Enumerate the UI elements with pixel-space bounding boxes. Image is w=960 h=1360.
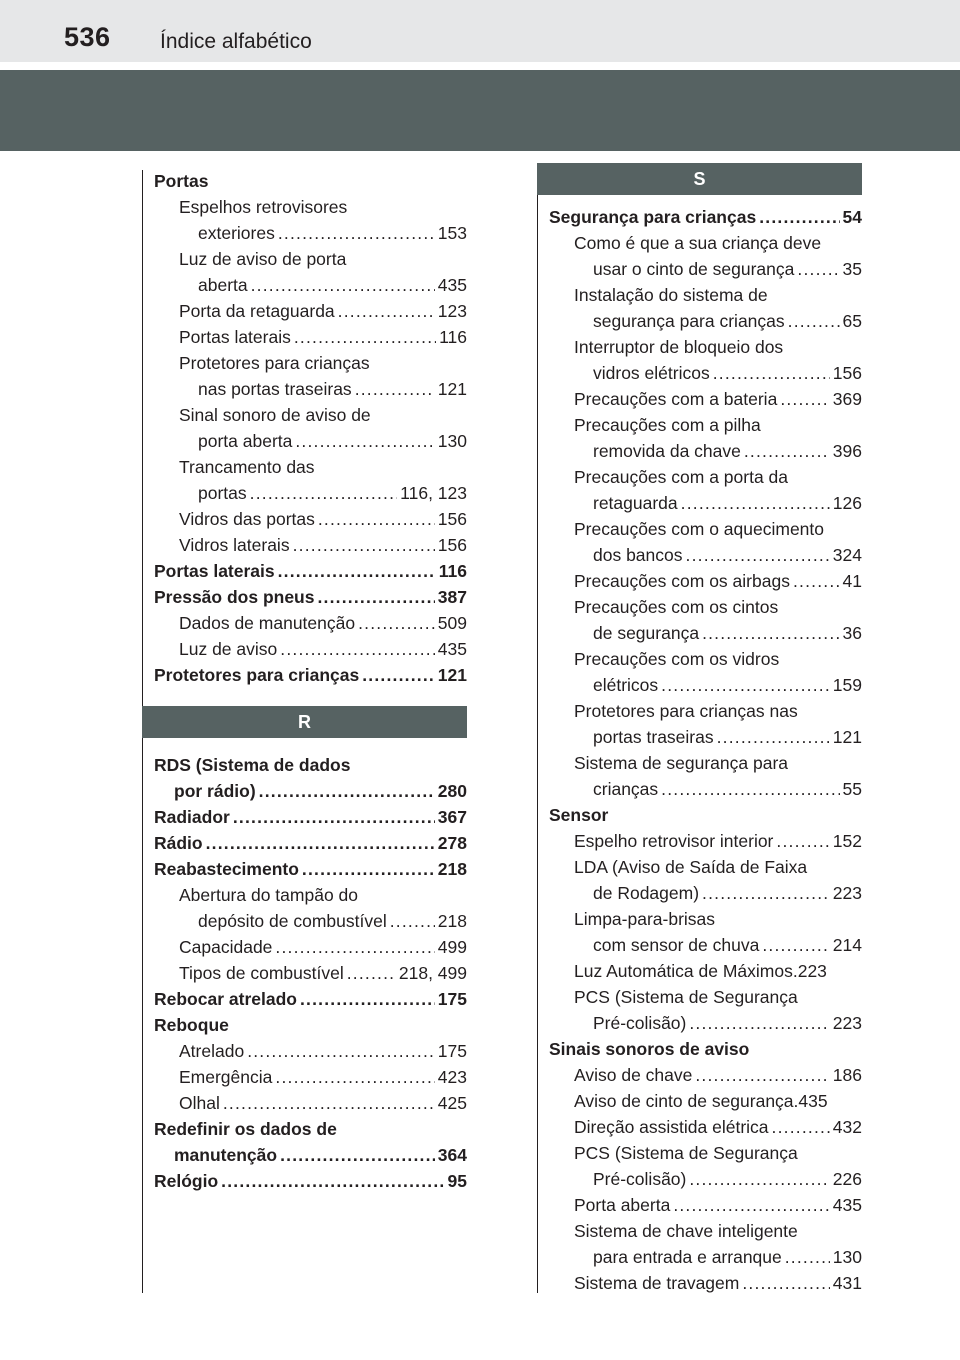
letter-heading-s: S [537, 163, 862, 195]
dot-leader [221, 1168, 444, 1194]
index-term: Reabastecimento [154, 859, 299, 879]
index-entry [154, 584, 467, 610]
left-block-2 [154, 752, 467, 1194]
dot-leader [347, 960, 396, 986]
index-term: Limpa-para-brisas [574, 909, 716, 929]
page-reference: 226 [832, 1169, 862, 1189]
index-term: Segurança para crianças [549, 207, 757, 227]
page-reference: 509 [437, 613, 467, 633]
dot-leader [702, 620, 839, 646]
index-term: Trancamento das [179, 457, 315, 477]
dot-leader [695, 1062, 829, 1088]
index-term: Precauções com os airbags [574, 571, 790, 591]
page-reference: 130 [832, 1247, 862, 1267]
index-entry [154, 830, 467, 856]
page-reference: 175 [437, 1041, 467, 1061]
page-reference: 278 [437, 833, 467, 853]
index-term: Capacidade [179, 937, 273, 957]
index-entry [549, 282, 862, 308]
dot-leader [713, 360, 830, 386]
index-term: Pré-colisão) [593, 1169, 687, 1189]
dot-leader [275, 1064, 434, 1090]
dot-leader [717, 724, 830, 750]
index-term: de segurança [593, 623, 700, 643]
dot-leader [302, 856, 435, 882]
index-entry [154, 804, 467, 830]
index-entry [549, 204, 862, 230]
page-reference: 175 [437, 989, 467, 1009]
index-term: segurança para crianças [593, 311, 785, 331]
dot-leader [318, 506, 435, 532]
index-entry [154, 298, 467, 324]
dot-leader [788, 308, 840, 334]
index-term: manutenção [174, 1145, 278, 1165]
dot-leader [250, 480, 398, 506]
page-reference: 41 [842, 571, 862, 591]
index-entry [154, 454, 467, 480]
index-entry [154, 662, 467, 688]
page-reference: 156 [437, 535, 467, 555]
index-entry [549, 958, 862, 984]
index-entry [549, 802, 862, 828]
index-entry [154, 1142, 467, 1168]
index-entry [154, 882, 467, 908]
index-entry [154, 220, 467, 246]
dot-leader [338, 298, 435, 324]
index-term: PCS (Sistema de Segurança [574, 1143, 798, 1163]
index-entry [154, 168, 467, 194]
index-term: Pré-colisão) [593, 1013, 687, 1033]
index-term: Porta aberta [574, 1195, 671, 1215]
page-reference: 218, 499 [398, 963, 467, 983]
index-entry [154, 986, 467, 1012]
index-term: com sensor de chuva [593, 935, 760, 955]
dot-leader [362, 662, 435, 688]
index-term: elétricos [593, 675, 659, 695]
index-term: vidros elétricos [593, 363, 710, 383]
index-entry [549, 308, 862, 334]
page-reference: 369 [832, 389, 862, 409]
header-bar [0, 0, 960, 62]
index-term: exteriores [198, 223, 275, 243]
page-reference: 499 [437, 937, 467, 957]
index-term: Porta da retaguarda [179, 301, 335, 321]
dot-leader [689, 1166, 829, 1192]
page-reference: 152 [832, 831, 862, 851]
page-reference: 130 [437, 431, 467, 451]
dot-leader [686, 542, 830, 568]
index-term: Portas laterais [179, 327, 291, 347]
index-term: Vidros laterais [179, 535, 290, 555]
dot-leader [772, 1114, 830, 1140]
index-term: Relógio [154, 1171, 219, 1191]
index-entry [549, 672, 862, 698]
index-entry [549, 1166, 862, 1192]
page-reference: 425 [437, 1093, 467, 1113]
page-reference: 156 [832, 363, 862, 383]
index-term: Reboque [154, 1015, 229, 1035]
page-reference: 435 [832, 1195, 862, 1215]
index-entry [549, 1088, 862, 1114]
page-reference: 121 [832, 727, 862, 747]
page-reference: 121 [437, 379, 467, 399]
index-term: Como é que a sua criança deve [574, 233, 822, 253]
dot-leader [785, 1244, 830, 1270]
page-reference: 153 [437, 223, 467, 243]
right-column-rule [537, 195, 538, 1293]
page-reference: 55 [842, 779, 862, 799]
index-entry [154, 960, 467, 986]
index-term: Espelho retrovisor interior [574, 831, 774, 851]
dot-leader [661, 672, 830, 698]
right-block-1 [549, 204, 862, 1296]
index-entry [549, 490, 862, 516]
index-entry [154, 610, 467, 636]
page-reference: 435 [798, 1091, 828, 1111]
dot-leader [317, 584, 434, 610]
index-term: Espelhos retrovisores [179, 197, 348, 217]
index-entry [549, 568, 862, 594]
page-reference: 423 [437, 1067, 467, 1087]
dot-leader [251, 272, 435, 298]
index-term: para entrada e arranque [593, 1247, 782, 1267]
index-entry [154, 532, 467, 558]
page-reference: 432 [832, 1117, 862, 1137]
section-title: Índice alfabético [160, 30, 312, 53]
index-entry [549, 1244, 862, 1270]
page-reference: 35 [842, 259, 862, 279]
index-term: Redefinir os dados de [154, 1119, 337, 1139]
index-entry [154, 506, 467, 532]
index-entry [154, 636, 467, 662]
page-reference: 387 [437, 587, 467, 607]
dot-leader [223, 1090, 435, 1116]
page-reference: 123 [437, 301, 467, 321]
header-banner [0, 70, 960, 151]
index-term: Aviso de chave [574, 1065, 693, 1085]
index-entry [549, 932, 862, 958]
dot-leader [278, 558, 436, 584]
page-number: 536 [64, 22, 111, 52]
index-term: Olhal [179, 1093, 220, 1113]
letter-heading-r: R [142, 706, 467, 738]
index-term: Atrelado [179, 1041, 245, 1061]
index-term: Sistema de travagem [574, 1273, 740, 1293]
index-entry [154, 1116, 467, 1142]
index-entry [549, 1062, 862, 1088]
dot-leader [247, 1038, 435, 1064]
index-entry [549, 1140, 862, 1166]
index-entry [549, 1010, 862, 1036]
index-term: Rebocar atrelado [154, 989, 297, 1009]
right-column [549, 168, 862, 1296]
index-term: Instalação do sistema de [574, 285, 768, 305]
index-term: Precauções com os cintos [574, 597, 779, 617]
dot-leader [797, 256, 839, 282]
index-entry [154, 402, 467, 428]
index-term: Sinais sonoros de aviso [549, 1039, 750, 1059]
index-entry [154, 272, 467, 298]
index-entry [549, 230, 862, 256]
index-entry [549, 750, 862, 776]
index-term: Interruptor de bloqueio dos [574, 337, 784, 357]
index-entry [549, 360, 862, 386]
page-reference: 431 [832, 1273, 862, 1293]
index-entry [549, 828, 862, 854]
index-term: Protetores para crianças [179, 353, 370, 373]
page-reference: 223 [832, 1013, 862, 1033]
index-entry [154, 350, 467, 376]
page-reference: 280 [437, 781, 467, 801]
dot-leader [780, 386, 829, 412]
page-reference: 116 [438, 561, 467, 581]
index-term: Dados de manutenção [179, 613, 356, 633]
index-entry [549, 1218, 862, 1244]
page-reference: 54 [842, 207, 862, 227]
dot-leader [793, 568, 840, 594]
dot-leader [702, 880, 830, 906]
index-term: dos bancos [593, 545, 683, 565]
dot-leader [742, 1270, 829, 1296]
index-term: Sistema de chave inteligente [574, 1221, 798, 1241]
page-reference: 36 [842, 623, 862, 643]
index-entry [549, 724, 862, 750]
page-reference: 396 [832, 441, 862, 461]
page-reference: 126 [832, 493, 862, 513]
index-entry [549, 386, 862, 412]
page-reference: 223 [832, 883, 862, 903]
index-entry [154, 376, 467, 402]
index-term: Aviso de cinto de segurança. [574, 1091, 799, 1111]
dot-leader [776, 828, 829, 854]
index-entry [549, 984, 862, 1010]
index-term: Precauções com a bateria [574, 389, 778, 409]
index-entry [549, 1270, 862, 1296]
dot-leader [673, 1192, 829, 1218]
index-entry [549, 438, 862, 464]
index-entry [154, 558, 467, 584]
index-entry [549, 256, 862, 282]
index-term: de Rodagem) [593, 883, 700, 903]
index-term: por rádio) [174, 781, 256, 801]
page-reference: 364 [437, 1145, 467, 1165]
page-reference: 218 [437, 859, 467, 879]
dot-leader [358, 610, 435, 636]
index-entry [549, 594, 862, 620]
index-entry [154, 1012, 467, 1038]
index-entry [549, 1192, 862, 1218]
page-reference: 95 [447, 1171, 467, 1191]
index-term: aberta [198, 275, 248, 295]
index-term: Emergência [179, 1067, 273, 1087]
index-term: porta aberta [198, 431, 293, 451]
page-reference: 223 [797, 961, 827, 981]
index-entry [549, 646, 862, 672]
page-reference: 186 [832, 1065, 862, 1085]
index-entry [549, 334, 862, 360]
index-term: Luz Automática de Máximos. [574, 961, 798, 981]
dot-leader [744, 438, 830, 464]
index-term: Protetores para crianças nas [574, 701, 798, 721]
page-reference: 116 [439, 327, 467, 347]
index-entry [154, 778, 467, 804]
index-term: portas traseiras [593, 727, 714, 747]
index-term: Precauções com os vidros [574, 649, 780, 669]
index-term: Radiador [154, 807, 230, 827]
dot-leader [390, 908, 435, 934]
index-term: Luz de aviso de porta [179, 249, 347, 269]
index-entry [154, 908, 467, 934]
index-term: Pressão dos pneus [154, 587, 315, 607]
index-entry [549, 412, 862, 438]
index-entry [154, 752, 467, 778]
index-term: LDA (Aviso de Saída de Faixa [574, 857, 808, 877]
dot-leader [293, 532, 435, 558]
page-reference: 65 [842, 311, 862, 331]
dot-leader [759, 204, 839, 230]
index-term: Protetores para crianças [154, 665, 360, 685]
dot-leader [295, 428, 434, 454]
dot-leader [278, 220, 435, 246]
page-reference: 367 [437, 807, 467, 827]
index-entry [154, 194, 467, 220]
dot-leader [355, 376, 435, 402]
index-term: Portas laterais [154, 561, 275, 581]
index-term: removida da chave [593, 441, 741, 461]
index-entry [549, 1036, 862, 1062]
index-entry [154, 246, 467, 272]
page-reference: 218 [437, 911, 467, 931]
index-entry [154, 1090, 467, 1116]
index-entry [154, 428, 467, 454]
index-entry [154, 324, 467, 350]
left-block-1 [154, 168, 467, 688]
index-entry [549, 542, 862, 568]
dot-leader [275, 934, 434, 960]
dot-leader [661, 776, 839, 802]
index-term: Portas [154, 171, 209, 191]
page-reference: 324 [832, 545, 862, 565]
index-term: Direção assistida elétrica [574, 1117, 769, 1137]
index-term: Precauções com a porta da [574, 467, 789, 487]
dot-leader [689, 1010, 829, 1036]
dot-leader [233, 804, 435, 830]
index-term: Tipos de combustível [179, 963, 344, 983]
dot-leader [280, 636, 435, 662]
index-term: Sistema de segurança para [574, 753, 789, 773]
index-entry [549, 698, 862, 724]
index-entry [154, 480, 467, 506]
dot-leader [300, 986, 435, 1012]
index-term: Precauções com o aquecimento [574, 519, 824, 539]
index-term: portas [198, 483, 247, 503]
index-entry [154, 934, 467, 960]
index-term: Abertura do tampão do [179, 885, 359, 905]
index-entry [154, 1038, 467, 1064]
index-term: Sinal sonoro de aviso de [179, 405, 371, 425]
index-entry [549, 854, 862, 880]
dot-leader [762, 932, 829, 958]
page-reference: 156 [437, 509, 467, 529]
page-reference: 159 [832, 675, 862, 695]
index-entry [549, 464, 862, 490]
index-term: depósito de combustível [198, 911, 387, 931]
index-term: Rádio [154, 833, 203, 853]
index-term: retaguarda [593, 493, 678, 513]
index-term: PCS (Sistema de Segurança [574, 987, 798, 1007]
dot-leader [259, 778, 435, 804]
page-reference: 435 [437, 639, 467, 659]
index-entry [154, 856, 467, 882]
dot-leader [206, 830, 435, 856]
index-entry [154, 1168, 467, 1194]
page-reference: 116, 123 [400, 483, 467, 503]
left-column [154, 168, 467, 1194]
index-term: Sensor [549, 805, 609, 825]
index-term: Vidros das portas [179, 509, 315, 529]
index-term: RDS (Sistema de dados [154, 755, 351, 775]
index-term: Luz de aviso [179, 639, 278, 659]
page-reference: 214 [832, 935, 862, 955]
index-entry [549, 1114, 862, 1140]
index-entry [549, 880, 862, 906]
dot-leader [681, 490, 830, 516]
page-reference: 121 [437, 665, 467, 685]
index-term: usar o cinto de segurança [593, 259, 795, 279]
index-entry [549, 906, 862, 932]
index-term: crianças [593, 779, 659, 799]
index-entry [154, 1064, 467, 1090]
index-entry [549, 620, 862, 646]
dot-leader [294, 324, 436, 350]
page-reference: 435 [437, 275, 467, 295]
dot-leader [280, 1142, 435, 1168]
index-term: nas portas traseiras [198, 379, 352, 399]
index-term: Precauções com a pilha [574, 415, 761, 435]
index-entry [549, 516, 862, 542]
index-entry [549, 776, 862, 802]
